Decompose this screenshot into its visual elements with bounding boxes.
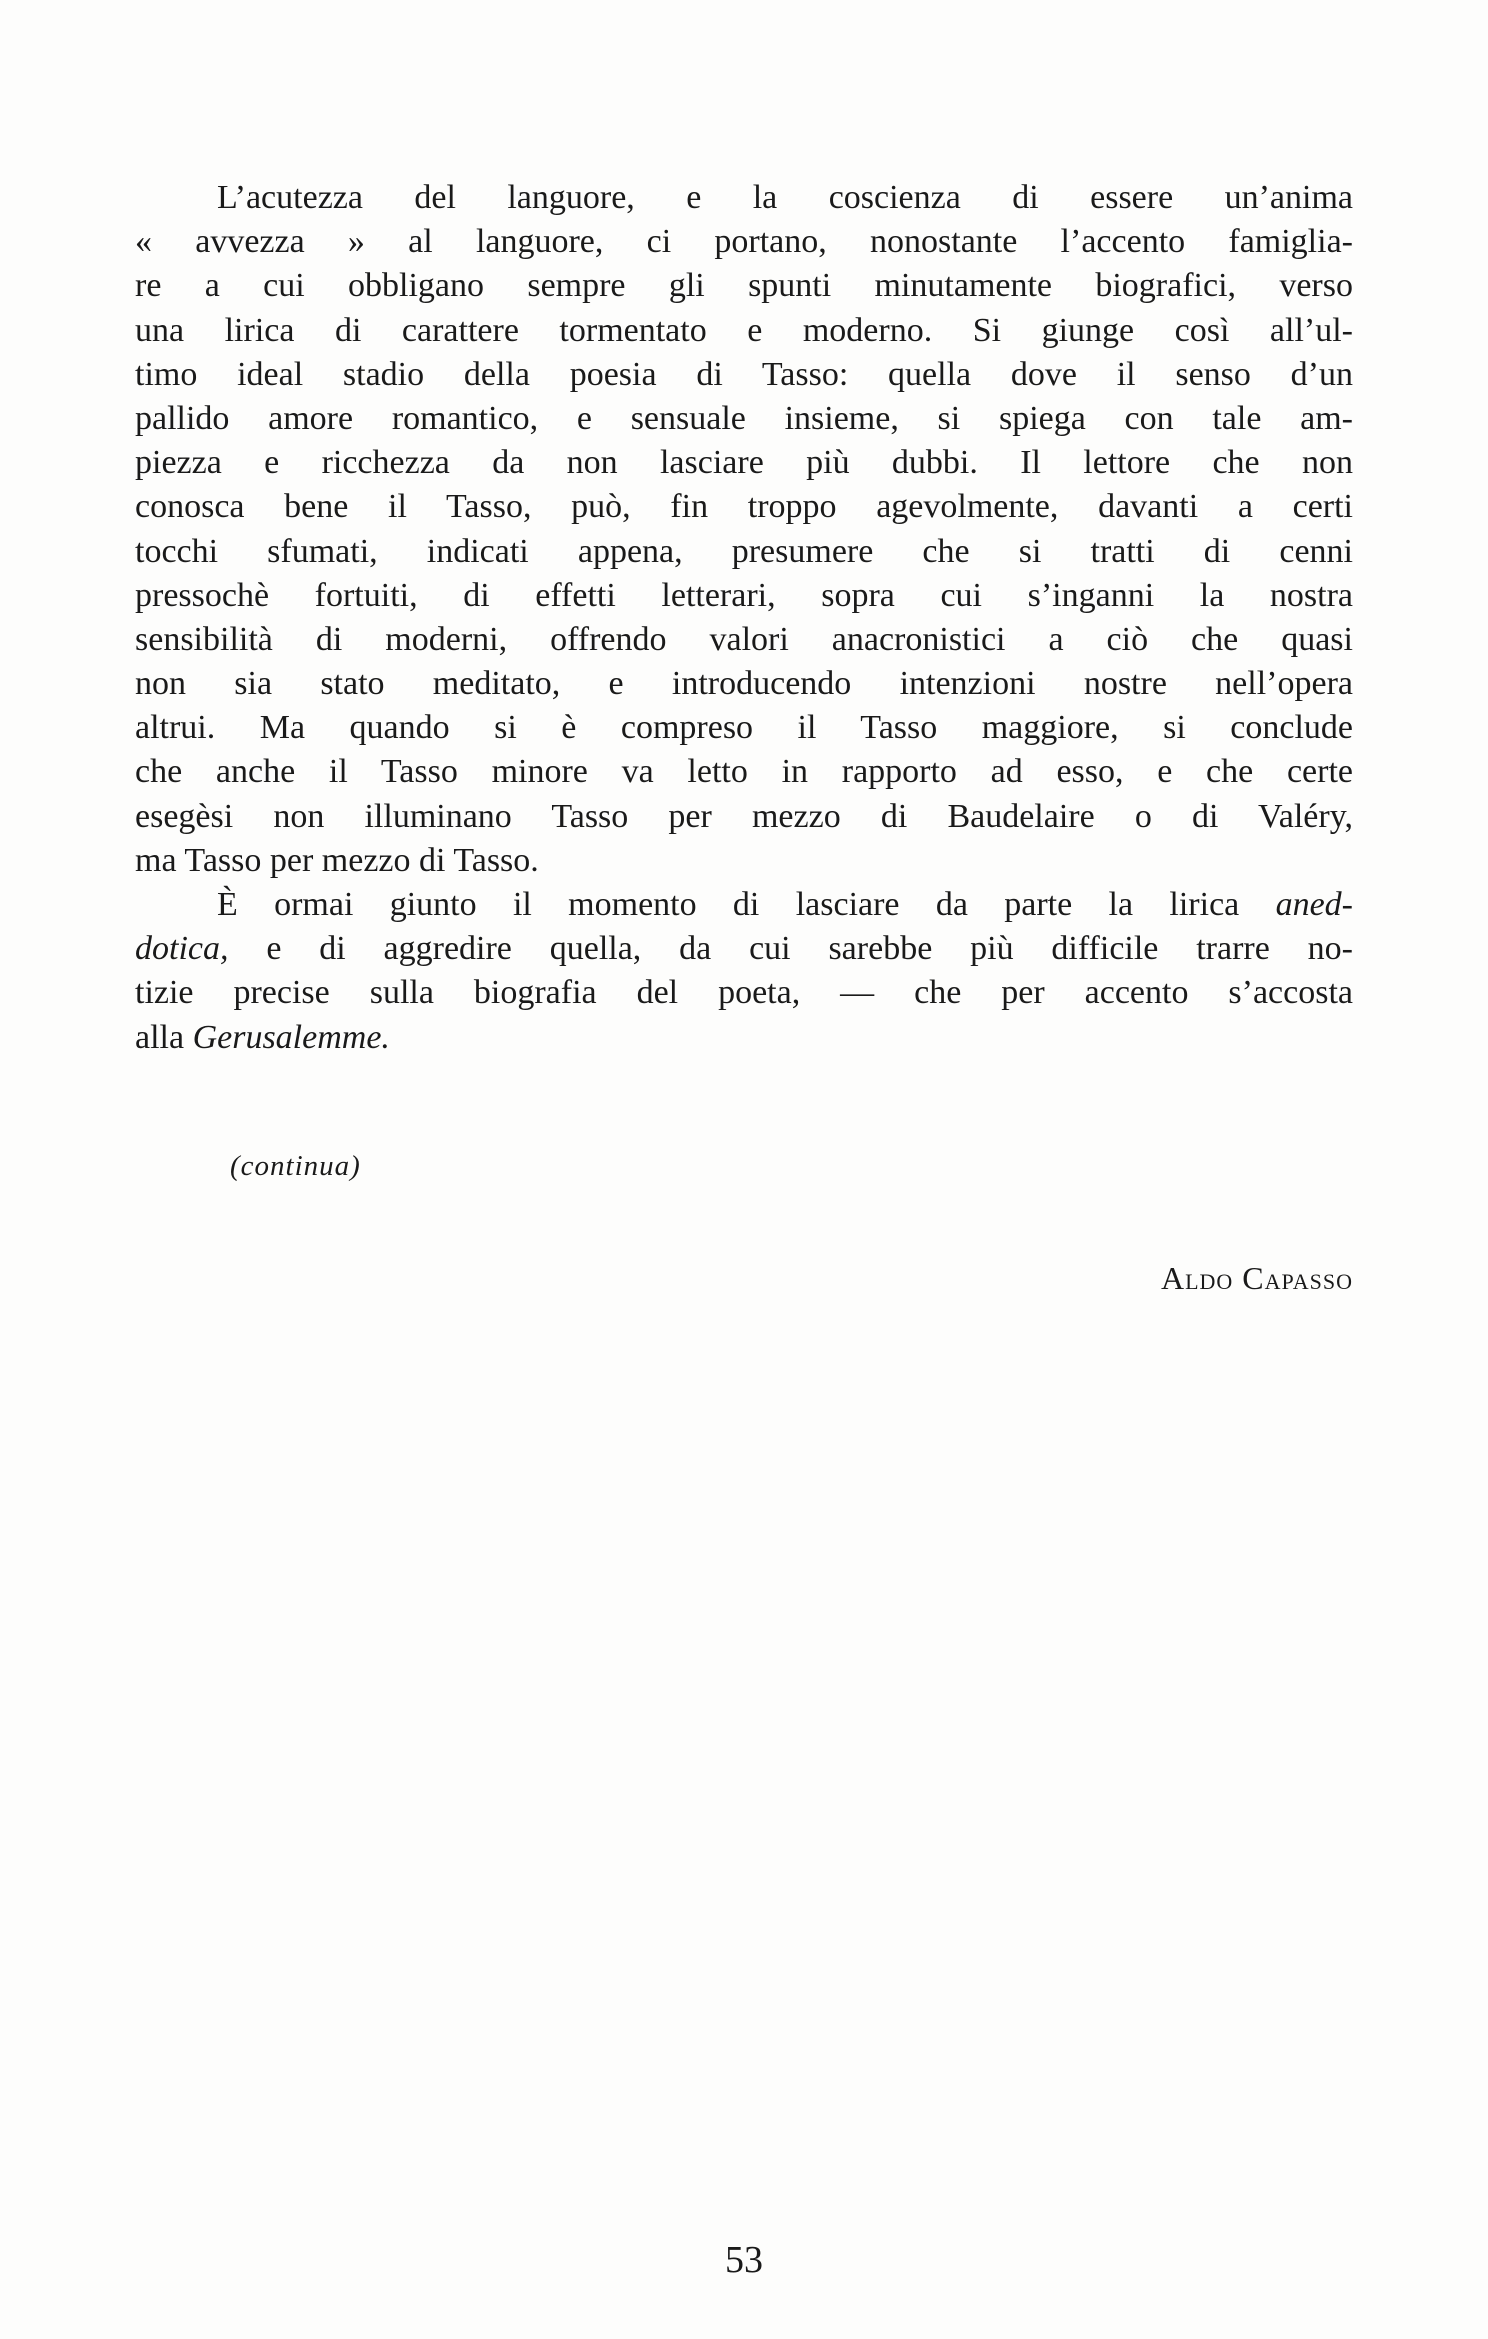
author-signature: Aldo Capasso [1160,1260,1353,1296]
paragraph-1-line: « avvezza » al languore, ci portano, nonostante l’accento famiglia- [135,223,1353,261]
body-text [135,176,1353,1060]
paragraph-1-line: non sia stato meditato, e introducendo intenzioni nostre nell’opera [135,665,1353,703]
paragraph-1-line: pressochè fortuiti, di effetti letterari, sopra cui s’inganni la nostra [135,576,1353,614]
paragraph-1-line: esegèsi non illuminano Tasso per mezzo di Baudelaire o di Valéry, [135,797,1353,835]
paragraph-2-text: e di aggredire quella, da cui sarebbe più difficile trarre no- [228,930,1353,968]
paragraph-2-text: alla [135,1018,193,1056]
paragraph-1-line: che anche il Tasso minore va letto in rapporto ad esso, e che certe [135,753,1353,791]
paragraph-1-line: sensibilità di moderni, offrendo valori anacronistici a ciò che quasi [135,620,1353,658]
paragraph-2-italic: Gerusalemme. [192,1018,390,1056]
paragraph-1-line: L’acutezza del languore, e la coscienza di essere un’anima [217,179,1353,216]
paragraph-1-line: tocchi sfumati, indicati appena, presumere che si tratti di cenni [135,532,1353,570]
paragraph-1-line: piezza e ricchezza da non lasciare più dubbi. Il lettore che non [135,444,1353,482]
paragraph-1-line: ma Tasso per mezzo di Tasso. [135,841,539,879]
paragraph-2-italic: dotica, [135,930,229,968]
continued-note: (continua) [230,1150,361,1182]
paragraph-2-text: È ormai giunto il momento di lasciare da parte la lirica [217,886,1276,923]
paragraph-1-line: altrui. Ma quando si è compreso il Tasso maggiore, si conclude [135,709,1353,747]
paragraph-1-line: re a cui obbligano sempre gli spunti minutamente biografici, verso [135,267,1353,305]
paragraph-1-line: pallido amore romantico, e sensuale insieme, si spiega con tale am- [135,399,1353,437]
paragraph-2-line: tizie precise sulla biografia del poeta, — che per accento s’accosta [135,974,1353,1012]
page-number: 53 [725,2239,763,2281]
paragraph-1-line: una lirica di carattere tormentato e moderno. Si giunge così all’ul- [135,311,1353,349]
paragraph-2-line [135,927,1353,971]
paragraph-2-line [135,1016,1353,1060]
paragraph-2-line [135,883,1353,927]
paragraph-1-line: conosca bene il Tasso, può, fin troppo agevolmente, davanti a certi [135,488,1353,526]
paragraph-2-italic: aned- [1275,886,1353,923]
paragraph-1-line: timo ideal stadio della poesia di Tasso: quella dove il senso d’un [135,355,1353,393]
